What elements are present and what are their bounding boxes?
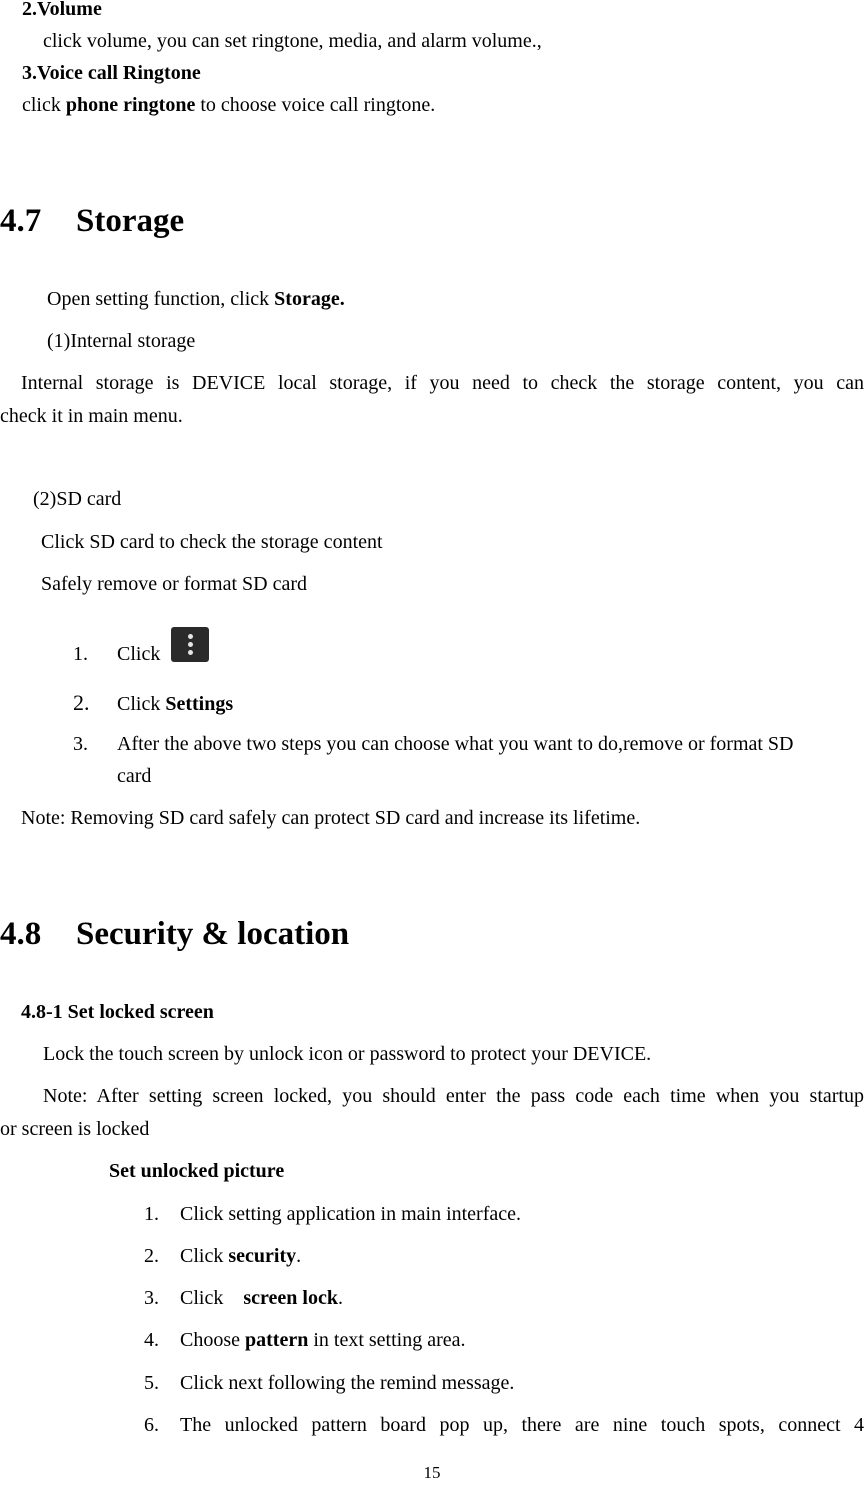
pattern-step-3: 3. Click screen lock. xyxy=(144,1287,343,1309)
sd-step-2: 2. Click Settings xyxy=(73,690,234,715)
pattern-step-2: 2. Click security. xyxy=(144,1245,302,1267)
sd-card-line-2: Safely remove or format SD card xyxy=(41,573,308,595)
section-heading-storage: 4.7 Storage xyxy=(0,203,185,239)
sd-card-heading: (2)SD card xyxy=(33,488,122,510)
lock-text: Lock the touch screen by unlock icon or password to protect your DEVICE. xyxy=(43,1043,652,1065)
volume-heading: 2.Volume xyxy=(22,0,102,20)
pattern-step-4: 4. Choose pattern in text setting area. xyxy=(144,1329,466,1351)
volume-text: click volume, you can set ringtone, media, and alarm volume., xyxy=(43,30,542,52)
more-vert-icon xyxy=(171,627,209,662)
lock-note-cont: or screen is locked xyxy=(0,1118,150,1140)
sd-step-1: 1. Click xyxy=(73,627,209,666)
internal-storage-text: Internal storage is DEVICE local storage, if you need to check the storage content, you can xyxy=(21,372,864,394)
pattern-step-5: 5. Click next following the remind message. xyxy=(144,1372,515,1394)
ringtone-heading: 3.Voice call Ringtone xyxy=(22,62,201,84)
sd-note: Note: Removing SD card safely can protect SD card and increase its lifetime. xyxy=(21,807,641,829)
sd-step-3-cont: card xyxy=(117,765,152,787)
pattern-step-1: 1. Click setting application in main interface. xyxy=(144,1203,522,1225)
section-heading-security: 4.8 Security & location xyxy=(0,916,350,952)
sd-step-3: 3. After the above two steps you can choose what you want to do,remove or format SD xyxy=(73,733,794,755)
page-number: 15 xyxy=(423,1463,441,1482)
pattern-step-6: 6. The unlocked pattern board pop up, there are nine touch spots, connect 4 xyxy=(144,1414,864,1436)
internal-storage-text-cont: check it in main menu. xyxy=(0,405,183,427)
storage-open-text: Open setting function, click Storage. xyxy=(47,288,345,310)
locked-screen-heading: 4.8-1 Set locked screen xyxy=(21,1001,214,1023)
lock-note: Note: After setting screen locked, you should enter the pass code each time when you startup xyxy=(43,1085,864,1107)
sd-card-line-1: Click SD card to check the storage content xyxy=(41,531,383,553)
unlock-picture-heading: Set unlocked picture xyxy=(109,1160,285,1182)
internal-storage-heading: (1)Internal storage xyxy=(47,330,196,352)
ringtone-text: click phone ringtone to choose voice call ringtone. xyxy=(22,94,436,116)
